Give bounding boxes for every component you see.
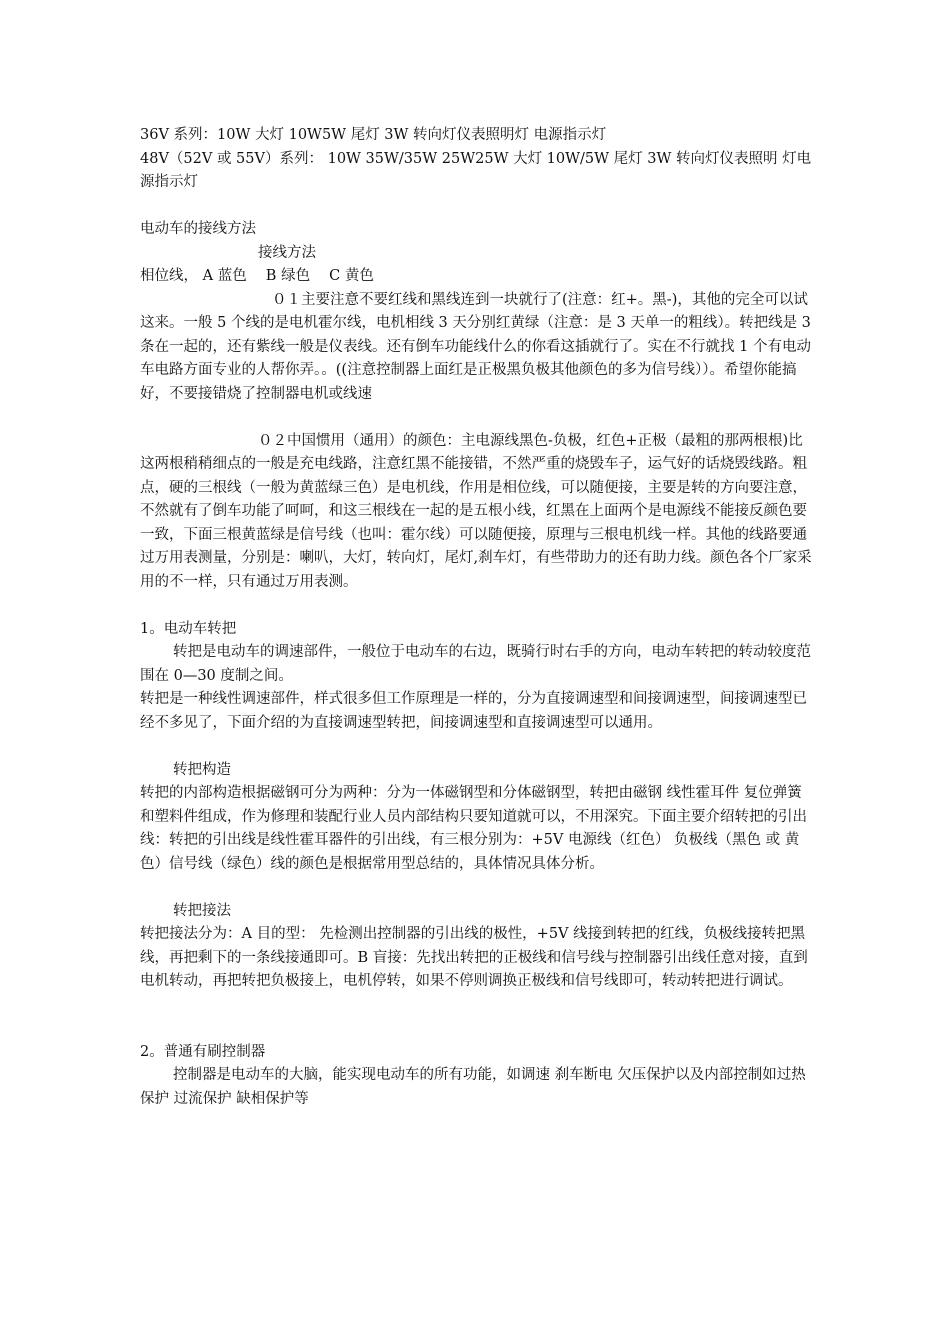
phase-line: 相位线， A 蓝色 B 绿色 C 黄色: [140, 268, 374, 284]
heading-structure: 转把构造: [173, 761, 231, 778]
heading-throttle: 1。电动车转把: [140, 620, 237, 637]
note-01-text: ０１主要注意不要红线和黑线连到一块就行了(注意：红+。黑-)，其他的完全可以试这来。一般 5 个线的是电机霍尔线，电机相线 3 天分别红黄绿（注意：是 3 天单一的粗线）。转把线是 3 条在一起的，还有紫线一般是仪表线。还有倒车功能线什么的你看这插就行了。实在不行就找 1 个有电动车电路方面专业的人帮你弄。。((注意控制器上面红是正极黑负极其他颜色的多为信号线））。希望你能搞好，不要接错烧了控制器电机或线速: [140, 291, 811, 402]
throttle-paragraph-1: 转把是电动车的调速部件，一般位于电动车的右边，既骑行时右手的方向，电动车转把的转动较度范围在 0—30 度制之间。: [140, 644, 811, 684]
heading-controller: 2。普通有刷控制器: [140, 1043, 266, 1060]
section-title: 电动车的接线方法: [140, 221, 256, 237]
controller-paragraph: 控制器是电动车的大脑，能实现电动车的所有功能，如调速 刹车断电 欠压保护以及内部控制如过热保护 过流保护 缺相保护等: [140, 1067, 806, 1107]
wiring-paragraph: 转把接法分为：A 目的型： 先检测出控制器的引出线的极性，+5V 线接到转把的红线，负极线接转把黑线，再把剩下的一条线接通即可。B 盲接：先找出转把的正极线和信号线与控制器引出线任意对接，直到电机转动，再把转把负极接上，电机停转，如果不停则调换正极线和信号线即可，转动转把进行调试。: [140, 926, 808, 989]
structure-paragraph: 转把的内部构造根据磁钢可分为两种：分为一体磁钢型和分体磁钢型，转把由磁钢 线性霍耳件 复位弹簧 和塑料件组成，作为修理和装配行业人员内部结构只要知道就可以，不用深究。下面主要介绍转把的引出线：转把的引出线是线性霍耳器件的引出线，有三根分别为：+5V 电源线（红色） 负极线（黑色 或 黄色）信号线（绿色）线的颜色是根据常用型总结的，具体情况具体分析。: [140, 785, 807, 872]
voltage-36v-line: 36V 系列：10W 大灯 10W5W 尾灯 3W 转向灯仪表照明灯 电源指示灯: [140, 127, 607, 143]
throttle-paragraph-2: 转把是一种线性调速部件，样式很多但工作原理是一样的，分为直接调速型和间接调速型，间接调速型已经不多见了，下面介绍的为直接调速型转把，间接调速型和直接调速型可以通用。: [140, 691, 807, 731]
heading-wiring: 转把接法: [173, 902, 231, 919]
note-02: [140, 430, 816, 595]
document-page: [140, 124, 816, 1111]
sub-title: 接线方法: [258, 244, 316, 261]
note-02-text: ０２中国惯用（通用）的颜色：主电源线黑色-负极，红色+正极（最粗的那两根根)比这两根稍稍细点的一般是充电线路，注意红黑不能接错，不然严重的烧毁车子，运气好的话烧毁线路。粗点，硬的三根线（一般为黄蓝绿三色）是电机线，作用是相位线，可以随便接，主要是转的方向要注意，不然就有了倒车功能了呵呵，和这三根线在一起的是五根小线，红黑在上面两个是电源线不能接反颜色要一致，下面三根黄蓝绿是信号线（也叫：霍尔线）可以随便接，原理与三根电机线一样。其他的线路要通过万用表测量，分别是：喇叭，大灯，转向灯，尾灯,刹车灯，有些带助力的还有助力线。颜色各个厂家采用的不一样，只有通过万用表测。: [140, 432, 812, 590]
note-01: [140, 289, 816, 407]
voltage-48v-line: 48V（52V 或 55V）系列： 10W 35W/35W 25W25W 大灯 10W/5W 尾灯 3W 转向灯仪表照明 灯电源指示灯: [140, 150, 812, 190]
